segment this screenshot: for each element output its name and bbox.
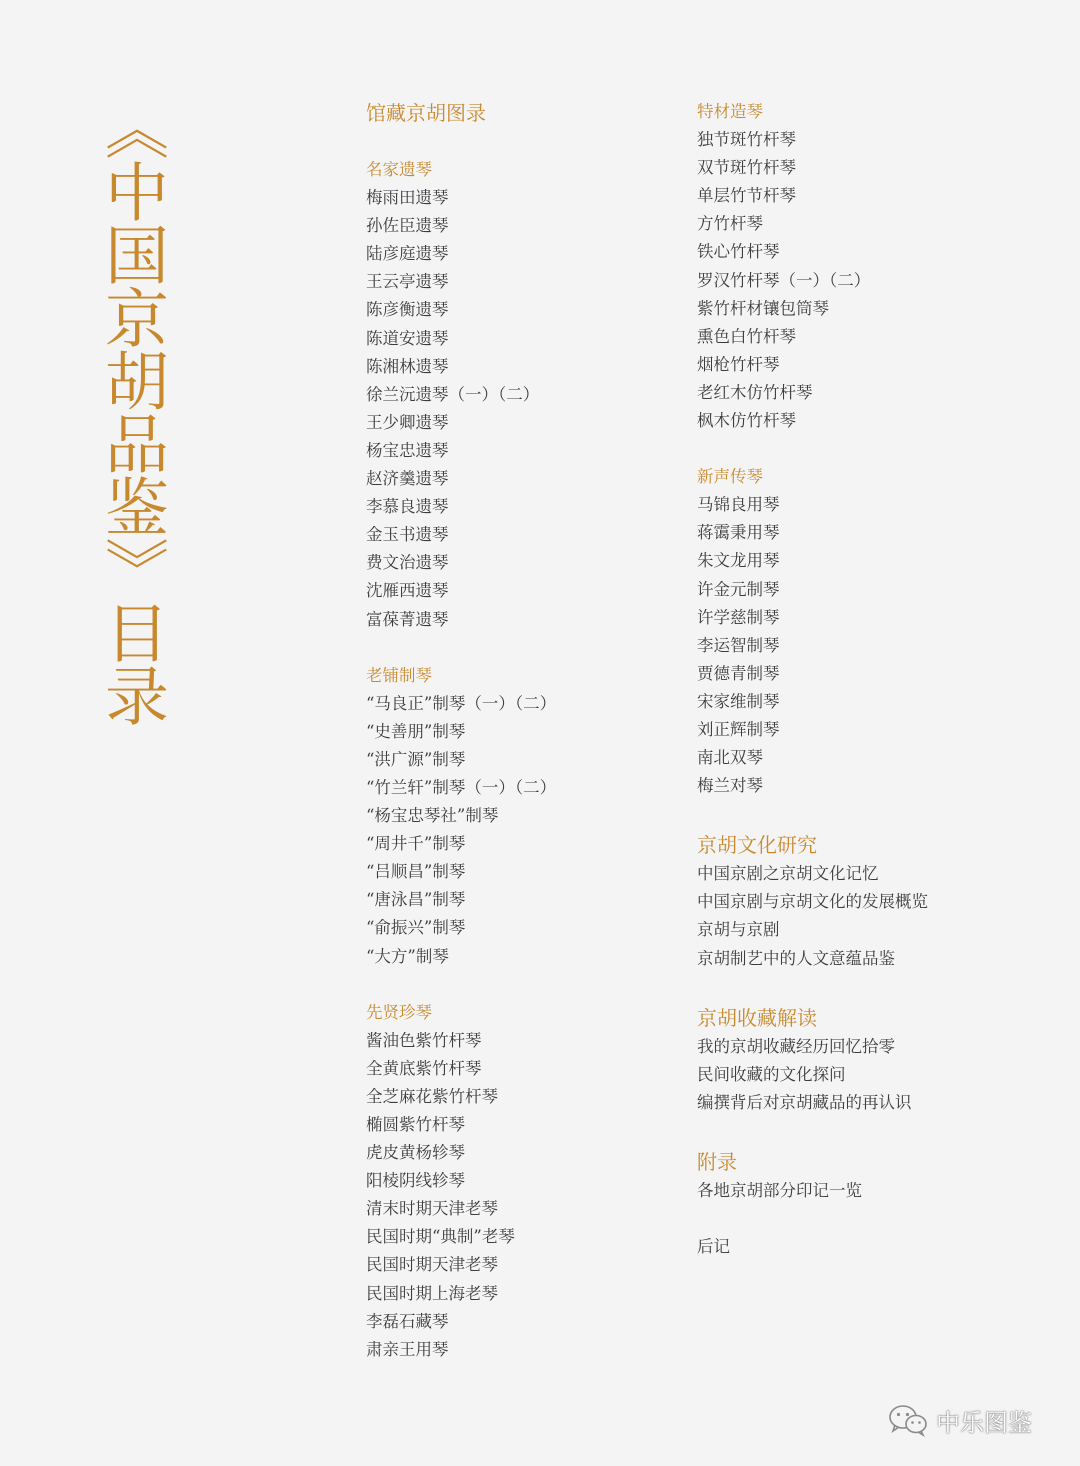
- page-title: 《中国京胡品鉴》目录: [94, 96, 168, 726]
- toc-heading: 馆藏京胡图录: [366, 101, 486, 125]
- toc-item: “大方”制琴: [366, 946, 449, 966]
- toc-item: 民国时期“典制”老琴: [366, 1227, 515, 1247]
- toc-item: 阳棱阴线轸琴: [366, 1171, 465, 1191]
- toc-item: “洪广源”制琴: [366, 749, 466, 769]
- toc-item: 全芝麻花紫竹杆琴: [366, 1086, 498, 1106]
- toc-chapter-culture-research: [697, 830, 1037, 972]
- watermark-text: 中乐图鉴: [936, 1408, 1032, 1437]
- toc-item: 费文治遗琴: [366, 553, 449, 573]
- toc-item: 刘正辉制琴: [697, 719, 780, 739]
- toc-item: 老红木仿竹杆琴: [697, 382, 813, 402]
- section-items: [366, 1027, 666, 1364]
- section-items: [366, 184, 666, 634]
- section-items: [697, 491, 1037, 800]
- toc-item: “马良正”制琴（一）（二）: [366, 693, 557, 713]
- toc-item: 陈湘林遗琴: [366, 356, 449, 376]
- toc-item: 椭圆紫竹杆琴: [366, 1115, 465, 1134]
- toc-item: 中国京剧与京胡文化的发展概览: [697, 892, 928, 912]
- chapter-items: [697, 860, 1037, 972]
- toc-item: 陈彦衡遗琴: [366, 300, 449, 320]
- toc-item: 酱油色紫竹杆琴: [366, 1030, 482, 1050]
- toc-item: 许学慈制琴: [697, 607, 780, 627]
- toc-item: 许金元制琴: [697, 579, 780, 599]
- toc-item: 虎皮黄杨轸琴: [366, 1143, 465, 1163]
- toc-item: 民国时期天津老琴: [366, 1255, 498, 1275]
- section-title: 名家遗琴: [366, 160, 432, 179]
- toc-item: 杨宝忠遗琴: [366, 440, 449, 460]
- toc-item: 梅雨田遗琴: [366, 188, 449, 208]
- toc-item: 李运智制琴: [697, 635, 780, 655]
- toc-item: “杨宝忠琴社”制琴: [366, 806, 499, 826]
- chapter-items: [697, 1177, 1037, 1205]
- toc-chapter-appendix: [697, 1147, 1037, 1205]
- toc-item: 梅兰对琴: [697, 776, 763, 796]
- toc-left-column: [366, 98, 666, 1364]
- toc-item: 双节斑竹杆琴: [697, 158, 796, 178]
- toc-item: 李磊石藏琴: [366, 1311, 449, 1331]
- toc-item: 陈道安遗琴: [366, 328, 449, 348]
- toc-item: 金玉书遗琴: [366, 525, 449, 545]
- toc-item: “竹兰轩”制琴（一）（二）: [366, 777, 557, 797]
- toc-item: 枫木仿竹杆琴: [697, 411, 796, 431]
- section-title: 新声传琴: [697, 467, 763, 487]
- toc-item: 王少卿遗琴: [366, 412, 449, 432]
- section-items: [697, 126, 1037, 435]
- toc-item: 熏色白竹杆琴: [697, 326, 796, 346]
- toc-item: 紫竹杆材镶包筒琴: [697, 298, 829, 318]
- toc-item: 宋家维制琴: [697, 691, 780, 711]
- toc-section-special-materials: [697, 98, 1037, 435]
- toc-right-column: [697, 98, 1037, 1261]
- chapter-items: [697, 1033, 1037, 1117]
- chapter-title: 京胡收藏解读: [697, 1005, 817, 1030]
- toc-item: 徐兰沅遗琴（一）（二）: [366, 384, 540, 404]
- toc-item: 京胡制艺中的人文意蕴品鉴: [697, 948, 895, 968]
- section-title: 老铺制琴: [366, 665, 432, 685]
- toc-item: 赵济羹遗琴: [366, 469, 449, 489]
- toc-item: 单层竹节杆琴: [697, 186, 796, 206]
- toc-item: “周井千”制琴: [366, 834, 466, 854]
- section-title: 特材造琴: [697, 102, 763, 121]
- toc-item: 中国京剧之京胡文化记忆: [697, 864, 879, 884]
- toc-item: 铁心竹杆琴: [697, 242, 780, 262]
- toc-item: 王云亭遗琴: [366, 272, 449, 292]
- toc-item: 蒋霭秉用琴: [697, 523, 780, 543]
- toc-item: 肃亲王用琴: [366, 1339, 449, 1359]
- toc-item: 各地京胡部分印记一览: [697, 1180, 862, 1200]
- toc-section-precious: [366, 999, 666, 1364]
- toc-item: 孙佐臣遗琴: [366, 216, 449, 236]
- toc-item: “史善朋”制琴: [366, 721, 466, 741]
- toc-item: 李慕良遗琴: [366, 497, 449, 517]
- toc-section-new-voices: [697, 463, 1037, 800]
- toc-item: 南北双琴: [697, 748, 763, 768]
- toc-afterword: 后记: [697, 1237, 730, 1256]
- toc-item: 贾德青制琴: [697, 663, 780, 683]
- toc-item: 沈雁西遗琴: [366, 581, 449, 601]
- wechat-icon: [888, 1403, 928, 1437]
- toc-section-famous: [366, 156, 666, 634]
- toc-item: 独节斑竹杆琴: [697, 130, 796, 150]
- toc-item: 罗汉竹杆琴（一）（二）: [697, 270, 871, 290]
- toc-item: 富葆菁遗琴: [366, 609, 449, 629]
- toc-item: 民间收藏的文化探问: [697, 1064, 846, 1084]
- toc-item: “俞振兴”制琴: [366, 918, 466, 938]
- toc-chapter-collection: [697, 1003, 1037, 1117]
- toc-item: 方竹杆琴: [697, 214, 763, 234]
- toc-item: 全黄底紫竹杆琴: [366, 1058, 482, 1078]
- toc-item: 清末时期天津老琴: [366, 1199, 498, 1219]
- toc-item: 我的京胡收藏经历回忆拾零: [697, 1036, 895, 1056]
- watermark: [888, 1398, 1032, 1442]
- chapter-title: 京胡文化研究: [697, 833, 817, 858]
- toc-item: 京胡与京剧: [697, 920, 780, 940]
- toc-item: 马锦良用琴: [697, 495, 780, 515]
- toc-item: “吕顺昌”制琴: [366, 862, 466, 882]
- toc-item: “唐泳昌”制琴: [366, 890, 466, 910]
- toc-section-old-shops: [366, 662, 666, 971]
- toc-item: 烟枪竹杆琴: [697, 354, 780, 374]
- toc-item: 陆彦庭遗琴: [366, 244, 449, 264]
- chapter-title: 附录: [697, 1149, 737, 1174]
- toc-item: 编撰背后对京胡藏品的再认识: [697, 1092, 912, 1112]
- section-title: 先贤珍琴: [366, 1002, 432, 1022]
- section-items: [366, 690, 666, 971]
- toc-item: 民国时期上海老琴: [366, 1283, 498, 1303]
- toc-item: 朱文龙用琴: [697, 551, 780, 571]
